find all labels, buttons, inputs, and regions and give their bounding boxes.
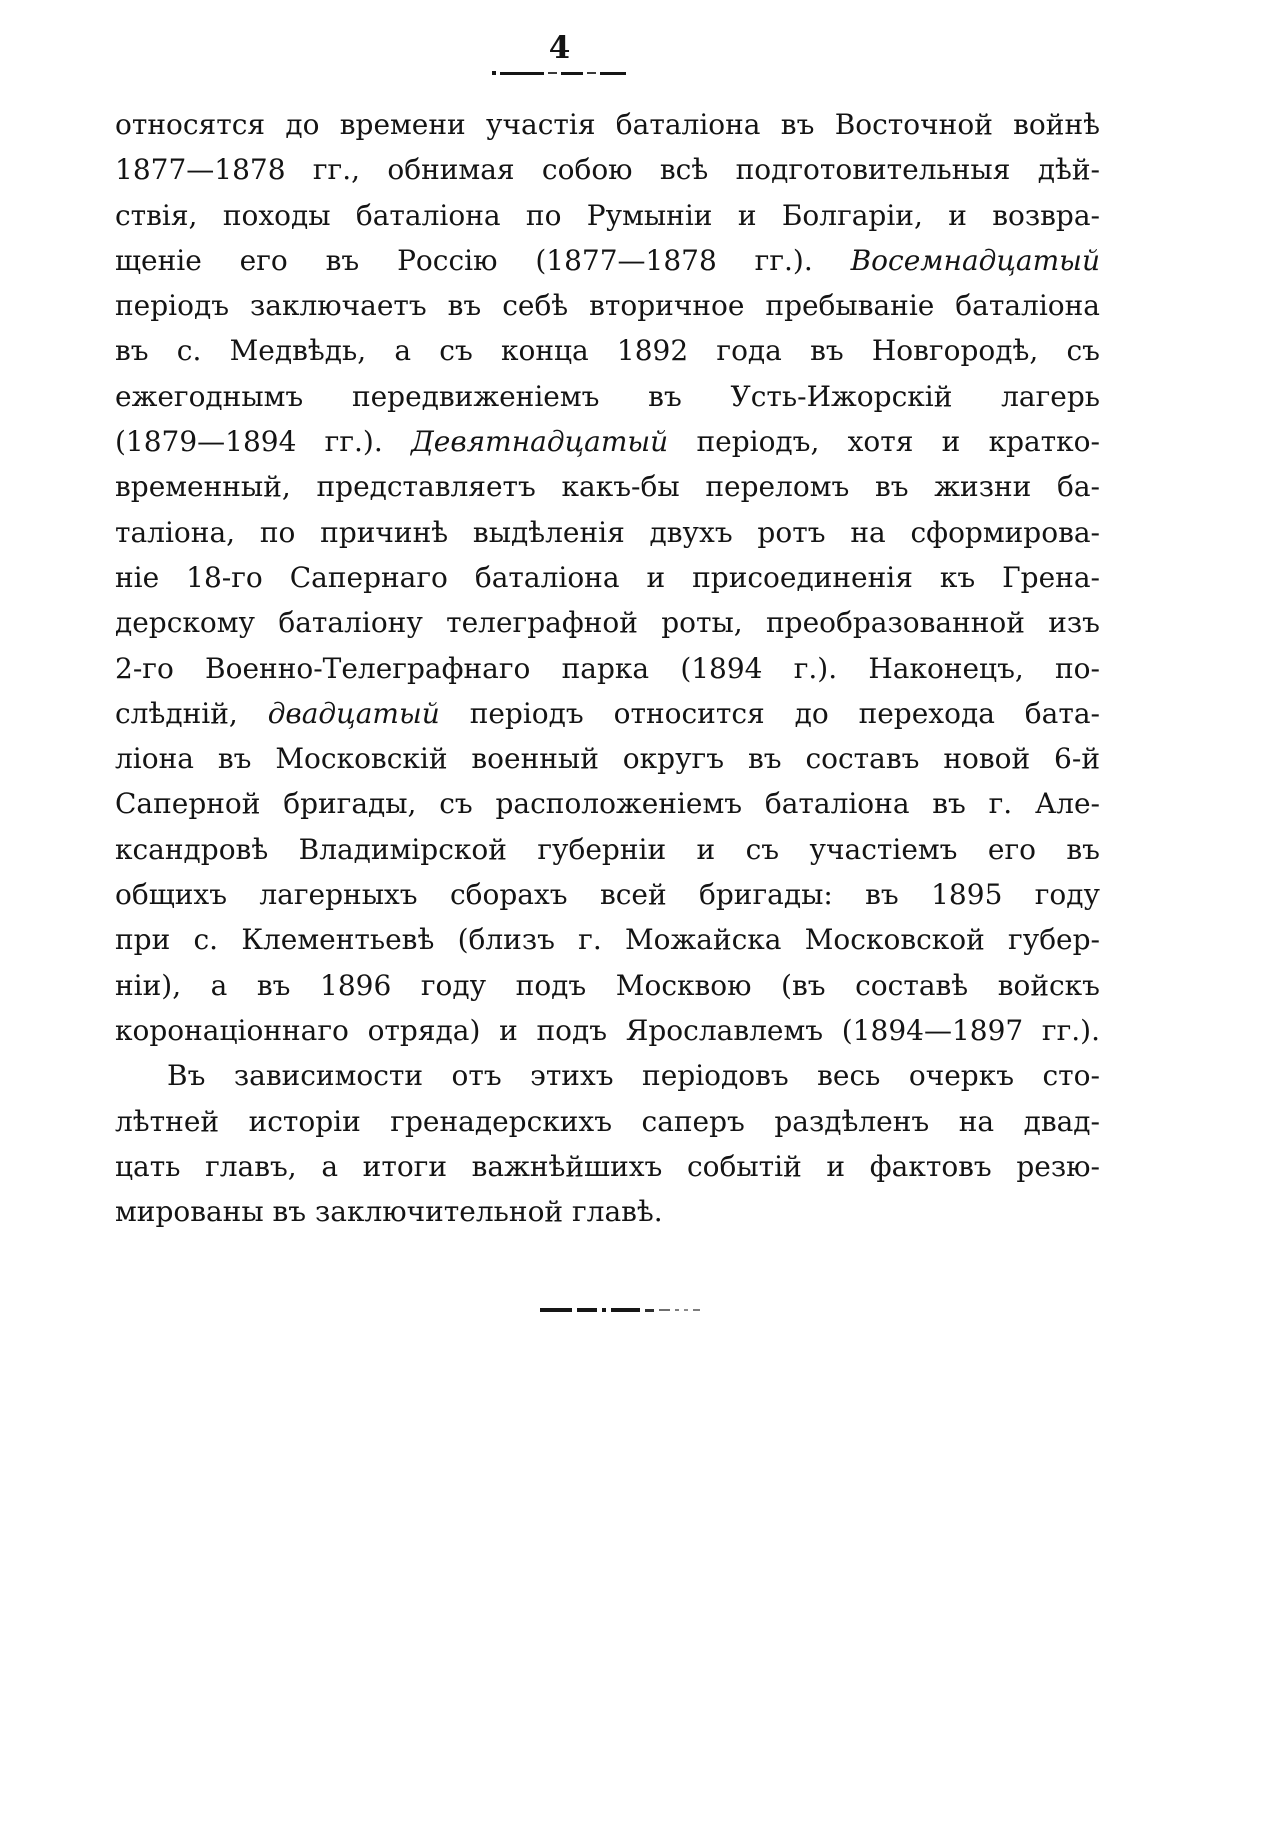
text-segment: (1879—1894 гг.). xyxy=(115,425,411,459)
text-line xyxy=(115,464,1100,509)
text-line xyxy=(115,963,1100,1008)
text-segment: таліона, по причинѣ выдѣленія двухъ ротъ на сформирова- xyxy=(115,515,1100,549)
text-line xyxy=(115,646,1100,691)
rule-segment xyxy=(602,1308,606,1312)
text-line xyxy=(115,374,1100,419)
rule-segment xyxy=(492,71,496,75)
text-line xyxy=(115,1189,1100,1234)
rule-segment xyxy=(577,1308,597,1312)
rule-segment xyxy=(675,1309,679,1311)
text-line xyxy=(115,872,1100,917)
text-segment: относятся до времени участія баталіона въ Восточной войнѣ xyxy=(115,108,1100,141)
text-segment: ствія, походы баталіона по Румыніи и Болгаріи, и возвра- xyxy=(115,198,1100,232)
text-line xyxy=(115,781,1100,826)
italic-text-segment: двадцатый xyxy=(267,696,440,730)
text-line xyxy=(115,1053,1100,1098)
text-line xyxy=(115,102,1100,147)
rule-segment xyxy=(548,72,557,74)
text-line xyxy=(115,283,1100,328)
text-segment: 1877—1878 гг., обнимая собою всѣ подготовительныя дѣй- xyxy=(115,153,1100,187)
text-line xyxy=(115,917,1100,962)
page-number: 4 xyxy=(548,30,572,66)
body-text xyxy=(115,102,1100,1234)
end-divider xyxy=(540,1308,700,1312)
text-segment: дерскому баталіону телеграфной роты, преобразованной изъ xyxy=(115,606,1100,640)
text-segment: Саперной бригады, съ расположеніемъ баталіона въ г. Але- xyxy=(115,787,1100,821)
rule-segment xyxy=(684,1309,688,1311)
text-segment: цать главъ, а итоги важнѣйшихъ событій и фактовъ резю- xyxy=(115,1149,1100,1183)
text-line xyxy=(115,827,1100,872)
text-segment: слѣдній, xyxy=(115,696,268,730)
text-segment: періодъ, хотя и кратко- xyxy=(668,425,1100,459)
text-segment: общихъ лагерныхъ сборахъ всей бригады: въ 1895 году xyxy=(115,878,1100,912)
text-segment: Въ зависимости отъ этихъ періодовъ весь очеркъ сто- xyxy=(167,1059,1100,1093)
text-segment: при с. Клементьевѣ (близъ г. Можайска Московской губер- xyxy=(115,923,1100,957)
text-line xyxy=(115,328,1100,373)
text-line xyxy=(115,736,1100,781)
rule-segment xyxy=(540,1308,572,1312)
text-line xyxy=(115,691,1100,736)
rule-segment xyxy=(645,1309,654,1312)
text-segment: періодъ заключаетъ въ себѣ вторичное пребываніе баталіона xyxy=(115,289,1100,323)
text-segment: ксандровѣ Владимірской губерніи и съ участіемъ его въ xyxy=(115,832,1100,866)
text-segment: періодъ относится до перехода бата- xyxy=(439,696,1100,730)
text-segment: ніе 18-го Сапернаго баталіона и присоединенія къ Грена- xyxy=(115,560,1100,594)
text-line xyxy=(115,1099,1100,1144)
rule-segment xyxy=(659,1309,670,1311)
text-segment: въ с. Медвѣдь, а съ конца 1892 года въ Новгородѣ, съ xyxy=(115,334,1100,368)
italic-text-segment: Девятнадцатый xyxy=(410,425,669,459)
rule-segment xyxy=(611,1308,640,1312)
text-line xyxy=(115,238,1100,283)
italic-text-segment: Восемнадцатый xyxy=(850,243,1100,277)
text-segment: мированы въ заключительной главѣ. xyxy=(115,1195,663,1229)
rule-segment xyxy=(587,72,596,74)
text-line xyxy=(115,1144,1100,1189)
rule-segment xyxy=(600,72,626,75)
text-segment: ежегоднымъ передвиженіемъ въ Усть-Ижорскій лагерь xyxy=(115,379,1100,413)
text-segment: ліона въ Московскій военный округъ въ составъ новой 6-й xyxy=(115,742,1100,776)
header-rule xyxy=(492,71,632,75)
rule-segment xyxy=(561,72,583,75)
text-line xyxy=(115,510,1100,555)
text-line xyxy=(115,555,1100,600)
text-line xyxy=(115,600,1100,645)
rule-segment xyxy=(500,72,544,75)
text-line xyxy=(115,193,1100,238)
text-line xyxy=(115,1008,1100,1053)
text-segment: 2-го Военно-Телеграфнаго парка (1894 г.). Наконецъ, по- xyxy=(115,651,1100,685)
text-segment: коронаціоннаго отряда) и подъ Ярославлемъ (1894—1897 гг.). xyxy=(115,1013,1100,1047)
text-segment: щеніе его въ Россію (1877—1878 гг.). xyxy=(115,243,851,277)
text-line xyxy=(115,419,1100,464)
text-segment: временный, представляетъ какъ-бы переломъ въ жизни ба- xyxy=(115,470,1100,504)
text-line xyxy=(115,147,1100,192)
rule-segment xyxy=(693,1309,700,1311)
text-segment: лѣтней исторіи гренадерскихъ саперъ раздѣленъ на двад- xyxy=(115,1104,1100,1138)
text-segment: ніи), а въ 1896 году подъ Москвою (въ составѣ войскъ xyxy=(115,968,1100,1002)
